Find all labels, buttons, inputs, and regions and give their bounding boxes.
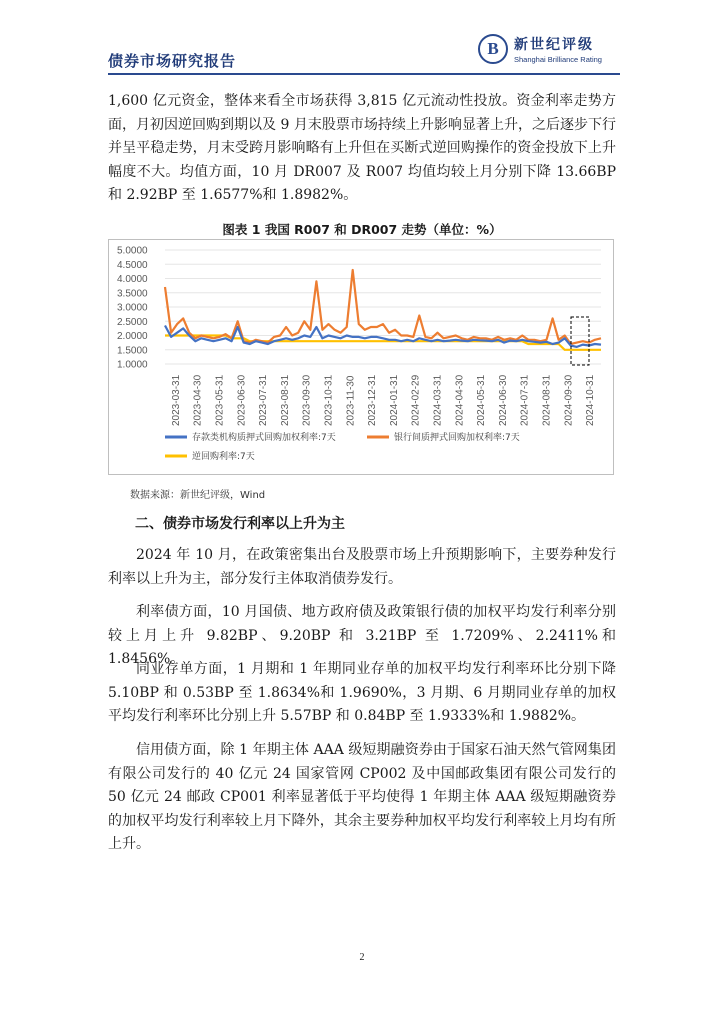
x-tick-label: 2024-03-31 (432, 374, 444, 426)
paragraph-overview: 2024 年 10 月，在政策密集出台及股票市场上升预期影响下，主要券种发行利率以上升为主，部分发行主体取消债券发行。 (108, 547, 616, 587)
x-tick-label: 2023-06-30 (236, 374, 248, 426)
y-tick-label: 2.0000 (117, 331, 148, 342)
report-header-title: 债券市场研究报告 (108, 52, 237, 70)
x-tick-label: 2024-04-30 (454, 374, 466, 426)
x-tick-label: 2024-02-29 (410, 374, 422, 426)
y-tick-label: 1.0000 (117, 359, 148, 371)
legend-label: 逆回购利率:7天 (192, 452, 255, 462)
y-tick-label: 1.5000 (117, 345, 148, 357)
x-tick-label: 2024-10-31 (585, 374, 597, 426)
brand-logo-icon (478, 34, 508, 64)
page-number: 2 (359, 952, 365, 963)
x-tick-label: 2023-03-31 (170, 374, 182, 426)
paragraph-credit-bonds: 信用债方面，除 1 年期主体 AAA 级短期融资券由于国家石油天然气管网集团有限公司发行的 40 亿元 24 国家管网 CP002 及中国邮政集团有限公司发行的 50 亿元 24 邮政 CP001 利率显著低于平均使得 1 年期主体 AAA 级短期融资券的加权平均发行利率较上月下降外，其余主要券种加权平均发行利率较上月均有所上升。 (108, 742, 616, 852)
x-tick-label: 2024-01-31 (388, 374, 400, 426)
x-tick-label: 2024-06-30 (497, 374, 509, 426)
section-heading: 二、债券市场发行利率以上升为主 (135, 516, 345, 532)
x-tick-label: 2024-08-31 (541, 374, 553, 426)
x-tick-label: 2023-05-31 (214, 374, 226, 426)
x-tick-label: 2024-07-31 (519, 374, 531, 426)
x-tick-label: 2023-10-31 (323, 374, 335, 426)
legend-label: 银行间质押式回购加权利率:7天 (394, 433, 520, 443)
paragraph-liquidity: 1,600 亿元资金，整体来看全市场获得 3,815 亿元流动性投放。资金利率走势方面，月初因逆回购到期以及 9 月末股票市场持续上升影响显著上升，之后逐步下行并呈平稳走势，月末受跨月影响略有上升但在买断式逆回购操作的资金投放下上升幅度不大。均值方面，10 月 DR007 及 R007 均值均较上月分别下降 13.66BP 和 2.92BP 至 1.6577%和 1.8982%。 (108, 93, 616, 203)
paragraph-rate-bonds: 利率债方面，10 月国债、地方政府债及政策银行债的加权平均发行利率分别较上月上升 9.82BP、9.20BP 和 3.21BP 至 1.7209%、2.2411%和 1.8456%。 (108, 604, 616, 667)
x-tick-label: 2023-12-31 (367, 374, 379, 426)
chart-svg (109, 240, 613, 474)
x-tick-label: 2023-08-31 (279, 374, 291, 426)
y-tick-label: 2.5000 (117, 316, 148, 328)
figure-source: 数据来源：新世纪评级，Wind (130, 490, 266, 501)
chart-container (108, 239, 614, 475)
x-tick-label: 2023-11-30 (345, 375, 357, 426)
brand-logo (478, 34, 628, 70)
brand-logo-en: Shanghai Brilliance Rating (514, 55, 602, 64)
x-tick-label: 2024-05-31 (476, 374, 488, 426)
x-tick-label: 2023-04-30 (192, 374, 204, 426)
x-tick-label: 2023-09-30 (301, 374, 313, 426)
brand-logo-cn: 新世纪评级 (514, 37, 594, 53)
figure-title: 图表 1 我国 R007 和 DR007 走势（单位：%） (222, 222, 502, 237)
y-tick-label: 5.0000 (117, 245, 148, 257)
paragraph-ncd: 同业存单方面，1 月期和 1 年期同业存单的加权平均发行利率环比分别下降 5.10BP 和 0.53BP 至 1.8634%和 1.9690%，3 月期、6 月期同业存单的加权平均发行利率环比分别上升 5.57BP 和 0.84BP 至 1.9333%和 1.9882%。 (108, 661, 616, 724)
y-tick-label: 3.0000 (117, 302, 148, 314)
y-tick-label: 4.0000 (117, 274, 148, 285)
legend-label: 存款类机构质押式回购加权利率:7天 (192, 433, 336, 443)
header-divider (108, 73, 620, 75)
x-tick-label: 2023-07-31 (258, 374, 270, 426)
y-tick-label: 4.5000 (117, 259, 148, 271)
y-tick-label: 3.5000 (117, 288, 148, 300)
x-tick-label: 2024-09-30 (563, 374, 575, 426)
